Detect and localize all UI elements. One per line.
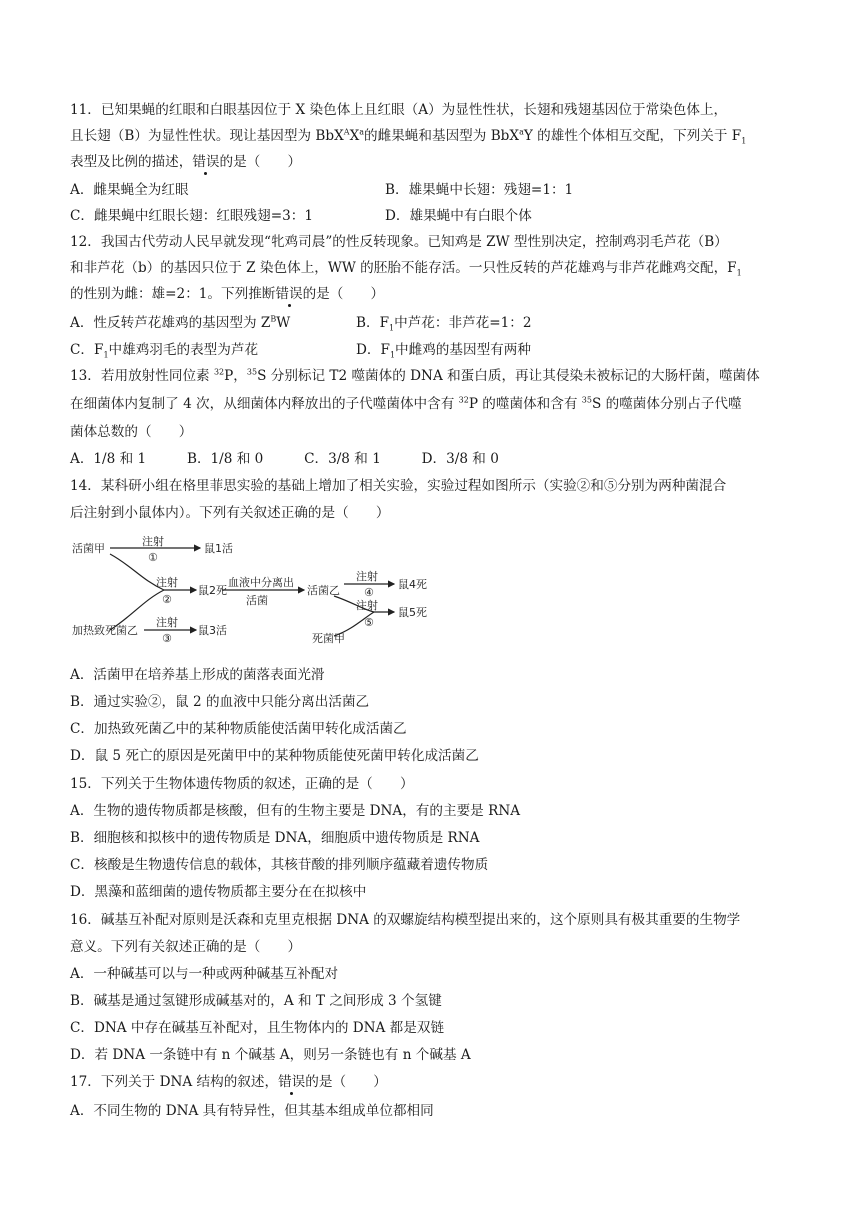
q15-option-a: A．生物的遗传物质都是核酸，但有的生物主要是 DNA，有的主要是 RNA bbox=[70, 803, 521, 819]
q14-stem-line2: 后注射到小鼠体内）。下列有关叙述正确的是（ ） bbox=[70, 505, 390, 521]
label-separate-line1: 血液中分离出 bbox=[228, 576, 294, 589]
q15-stem: 15．下列关于生物体遗传物质的叙述，正确的是（ ） bbox=[70, 776, 414, 792]
griffith-experiment-diagram bbox=[72, 536, 442, 644]
label-mouse-1: 鼠1活 bbox=[204, 542, 233, 555]
label-step-5: ⑤ bbox=[364, 616, 374, 629]
q13-stem-line3: 菌体总数的（ ） bbox=[70, 424, 193, 440]
label-live-bacteria-b: 活菌乙 bbox=[307, 584, 340, 597]
q16-option-d: D．若 DNA 一条链中有 n 个碱基 A，则另一条链也有 n 个碱基 A bbox=[70, 1047, 471, 1063]
q12-stem-line1: 12．我国古代劳动人民早就发现“牝鸡司晨”的性反转现象。已知鸡是 ZW 型性别决定，控制鸡羽毛芦花（B） bbox=[70, 234, 728, 250]
label-dead-bacteria-a: 死菌甲 bbox=[312, 632, 345, 644]
label-mouse-5: 鼠5死 bbox=[398, 606, 427, 619]
q16-option-c: C．DNA 中存在碱基互补配对，且生物体内的 DNA 都是双链 bbox=[70, 1020, 445, 1036]
q15-option-d: D．黑藻和蓝细菌的遗传物质都主要分在在拟核中 bbox=[70, 884, 367, 900]
q12-stem-line2: 和非芦花（b）的基因只位于 Z 染色体上，WW 的胚胎不能存活。一只性反转的芦花雄鸡与非芦花雌鸡交配，$F_1$ bbox=[70, 260, 742, 278]
q16-option-b: B．碱基是通过氢键形成碱基对的，A 和 T 之间形成 3 个氢键 bbox=[70, 993, 442, 1009]
q16-stem-line2: 意义。下列有关叙述正确的是（ ） bbox=[70, 939, 302, 955]
q14-stem-line1: 14．某科研小组在格里菲思实验的基础上增加了相关实验，实验过程如图所示（实验②和⑤分别为两种菌混合 bbox=[70, 478, 727, 494]
q12-option-d: D．$F_1$中雌鸡的基因型有两种 bbox=[356, 342, 531, 360]
q12-option-c: C．$F_1$中雄鸡羽毛的表型为芦花 bbox=[70, 342, 259, 360]
q15-option-b: B．细胞核和拟核中的遗传物质是 DNA，细胞质中遗传物质是 RNA bbox=[70, 830, 480, 846]
emphasis-mark: 错误 bbox=[192, 154, 220, 170]
label-separate-line2: 活菌 bbox=[246, 594, 268, 607]
q11-stem-line2: 且长翅（B）为显性性状。现让基因型为 $BbX^AX^a$的雌果蝇和基因型为 BbX$^a$Y 的雄性个体相互交配，下列关于 $F_1$ bbox=[70, 127, 747, 146]
q15-option-c: C．核酸是生物遗传信息的载体，其核苷酸的排列顺序蕴藏着遗传物质 bbox=[70, 857, 489, 873]
q16-stem-line1: 16．碱基互补配对原则是沃森和克里克根据 DNA 的双螺旋结构模型提出来的，这个原则具有极其重要的生物学 bbox=[70, 912, 741, 928]
label-inject-3: 注射 bbox=[156, 616, 178, 629]
label-step-3: ③ bbox=[162, 632, 172, 644]
q17-option-a: A．不同生物的 DNA 具有特异性，但其基本组成单位都相同 bbox=[70, 1103, 434, 1119]
label-mouse-4: 鼠4死 bbox=[398, 578, 427, 591]
q12-option-a: A．性反转芦花雄鸡的基因型为 $Z^BW$ bbox=[70, 314, 291, 331]
label-inject-1: 注射 bbox=[142, 536, 164, 548]
q14-option-d: D．鼠 5 死亡的原因是死菌甲中的某种物质能使死菌甲转化成活菌乙 bbox=[70, 748, 479, 764]
q12-option-b: B．$F_1$中芦花：非芦花=1：2 bbox=[356, 315, 532, 333]
q12-stem-line3: 的性别为雌：雄=2：1。下列推断错误的是（ ） bbox=[70, 286, 385, 302]
label-inject-5: 注射 bbox=[356, 599, 378, 612]
label-step-2: ② bbox=[162, 593, 172, 606]
q11-option-a: A．雌果蝇全为红眼 bbox=[70, 182, 189, 198]
emphasis-mark: 错误 bbox=[278, 1074, 306, 1090]
label-mouse-2: 鼠2死 bbox=[198, 584, 227, 597]
label-mouse-3: 鼠3活 bbox=[198, 624, 227, 637]
q14-option-a: A．活菌甲在培养基上形成的菌落表面光滑 bbox=[70, 667, 325, 683]
label-step-1: ① bbox=[148, 551, 158, 564]
q17-stem: 17．下列关于 DNA 结构的叙述，错误的是（ ） bbox=[70, 1074, 387, 1090]
q13-stem-line1: 13．若用放射性同位素 $^{32}$P，$^{35}$S 分别标记 T2 噬菌体的 DNA 和蛋白质，再让其侵染未被标记的大肠杆菌，噬菌体 bbox=[70, 367, 760, 384]
label-heat-killed-b: 加热致死菌乙 bbox=[72, 624, 138, 637]
q13-stem-line2: 在细菌体内复制了 4 次，从细菌体内释放出的子代噬菌体中含有 $^{32}$P 的噬菌体和含有 $^{35}$S 的噬菌体分别占子代噬 bbox=[70, 395, 742, 412]
label-live-bacteria-a: 活菌甲 bbox=[72, 542, 105, 555]
label-inject-4: 注射 bbox=[356, 570, 378, 583]
q11-option-d: D．雄果蝇中有白眼个体 bbox=[385, 208, 532, 224]
q14-option-b: B．通过实验②，鼠 2 的血液中只能分离出活菌乙 bbox=[70, 694, 370, 710]
label-inject-2: 注射 bbox=[156, 576, 178, 589]
q11-stem-line3: 表型及比例的描述，错误的是（ ） bbox=[70, 154, 302, 170]
q16-option-a: A．一种碱基可以与一种或两种碱基互补配对 bbox=[70, 966, 339, 982]
emphasis-mark: 错误 bbox=[275, 286, 303, 302]
q11-option-c: C．雌果蝇中红眼长翅：红眼残翅=3：1 bbox=[70, 208, 313, 224]
q13-options: A．1/8 和 1 B．1/8 和 0 C．3/8 和 1 D．3/8 和 0 bbox=[70, 451, 499, 467]
label-step-4: ④ bbox=[364, 586, 374, 599]
q14-option-c: C．加热致死菌乙中的某种物质能使活菌甲转化成活菌乙 bbox=[70, 721, 407, 737]
q11-stem-line1: 11．已知果蝇的红眼和白眼基因位于 X 染色体上且红眼（A）为显性性状，长翅和残翅基因位于常染色体上， bbox=[70, 102, 728, 118]
q11-option-b: B．雄果蝇中长翅：残翅=1：1 bbox=[385, 182, 574, 198]
